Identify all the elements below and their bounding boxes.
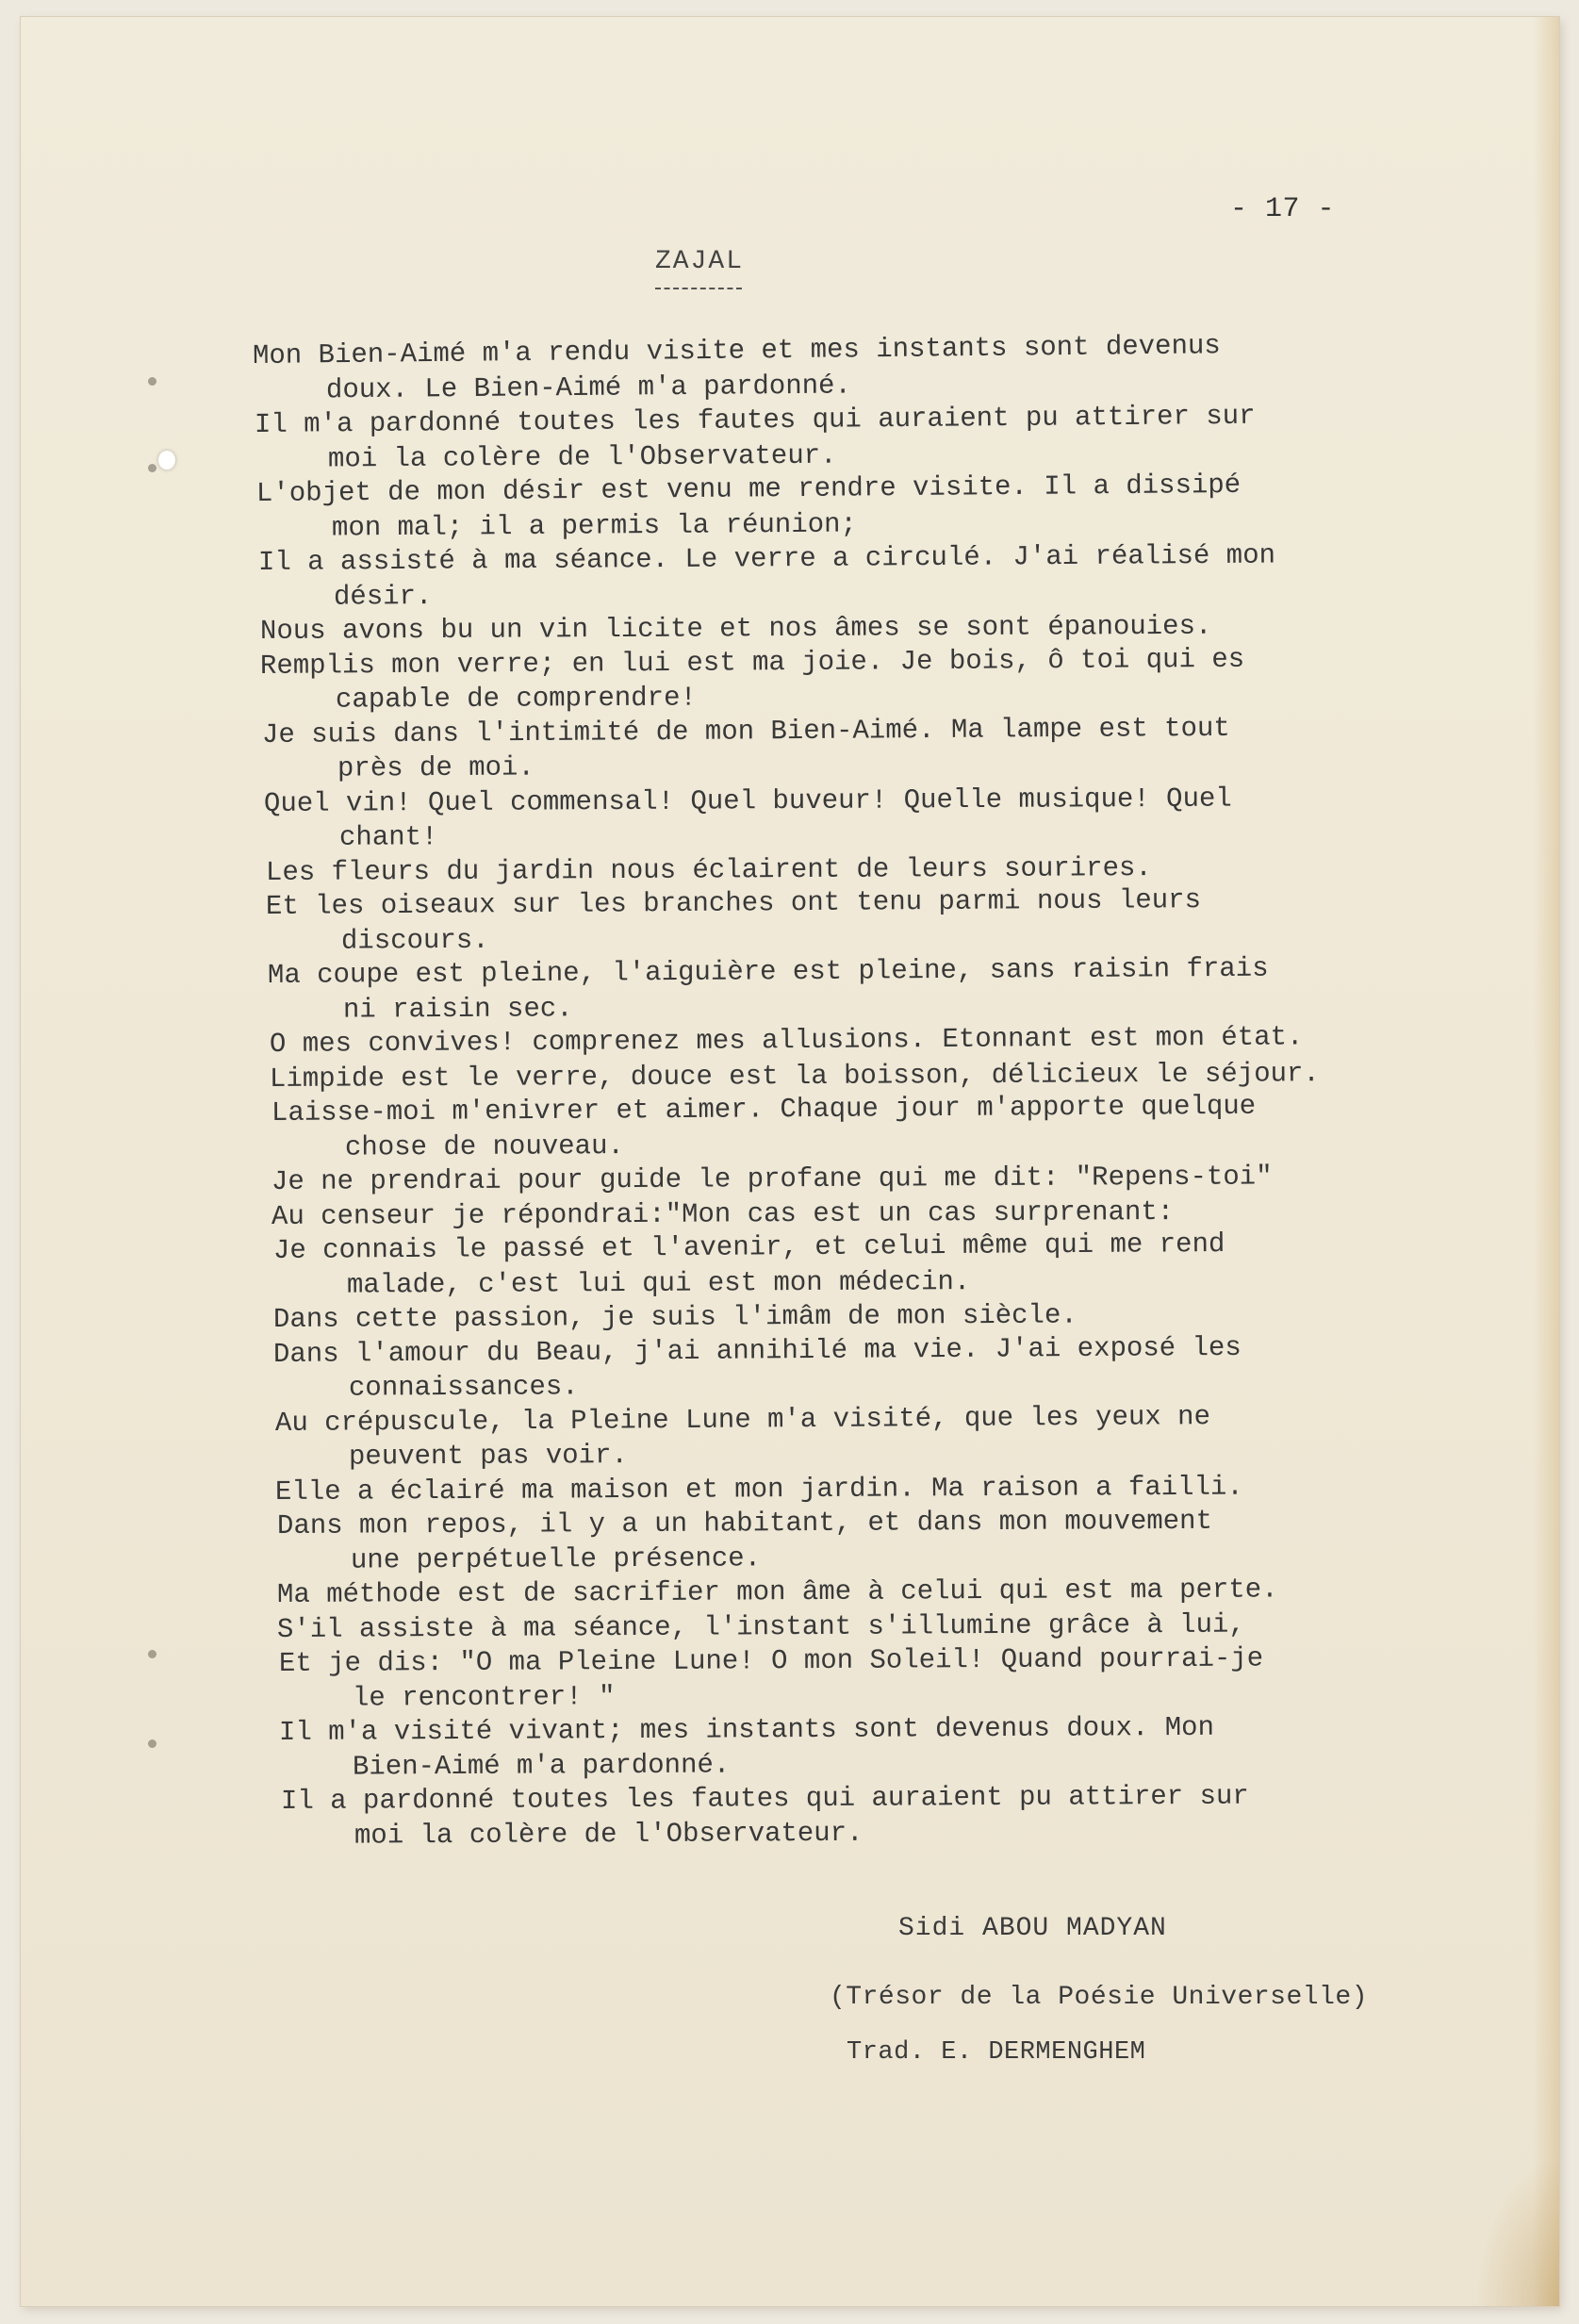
poem-line: désir. xyxy=(333,580,433,613)
poem-line: le rencontrer! " xyxy=(352,1680,616,1714)
poem-line: moi la colère de l'Observateur. xyxy=(354,1817,864,1852)
poem-line: ni raisin sec. xyxy=(342,992,573,1026)
poem-line: Il m'a pardonné toutes les fautes qui auraient pu attirer sur xyxy=(254,400,1256,440)
poem-line: doux. Le Bien-Aimé m'a pardonné. xyxy=(325,369,852,405)
poem-line: L'objet de mon désir est venu me rendre visite. Il a dissipé xyxy=(255,469,1242,509)
poem-line: Dans l'amour du Beau, j'ai annihilé ma vie. J'ai exposé les xyxy=(272,1331,1242,1370)
poem-line: chose de nouveau. xyxy=(344,1129,624,1163)
poem-line: Et je dis: "O ma Pleine Lune! O mon Soleil! Quand pourrai-je xyxy=(278,1642,1264,1679)
poem-line: S'il assiste à ma séance, l'instant s'illumine grâce à lui, xyxy=(276,1608,1245,1645)
paper-edge-stain xyxy=(1533,17,1559,2306)
poem-body xyxy=(252,330,1478,1854)
author-signature: Sidi ABOU MADYAN xyxy=(898,1914,1167,1943)
poem-line: Au crépuscule, la Pleine Lune m'a visité, que les yeux ne xyxy=(274,1400,1211,1439)
poem-line: discours. xyxy=(340,924,489,957)
poem-line: chant! xyxy=(338,821,438,853)
poem-line: Ma méthode est de sacrifier mon âme à celui qui est ma perte. xyxy=(276,1574,1278,1610)
poem-line: Il m'a visité vivant; mes instants sont devenus doux. Mon xyxy=(278,1711,1215,1748)
poem-line: Il a pardonné toutes les fautes qui auraient pu attirer sur xyxy=(280,1780,1249,1817)
punch-hole xyxy=(158,451,175,470)
poem-line: Remplis mon verre; en lui est ma joie. Je bois, ô toi qui es xyxy=(259,643,1245,682)
poem-line: malade, c'est lui qui est mon médecin. xyxy=(346,1265,971,1301)
translator-credit: Trad. E. DERMENGHEM xyxy=(847,2038,1146,2067)
poem-line: Mon Bien-Aimé m'a rendu visite et mes instants sont devenus xyxy=(252,330,1221,371)
punch-hole-mark xyxy=(148,1739,156,1748)
poem-line: Bien-Aimé m'a pardonné. xyxy=(352,1748,731,1783)
punch-hole-mark xyxy=(148,377,156,386)
poem-line: Je suis dans l'intimité de mon Bien-Aimé. Ma lampe est tout xyxy=(261,712,1230,750)
poem-line: Je connais le passé et l'avenir, et celui même qui me rend xyxy=(272,1228,1225,1266)
poem-line: Quel vin! Quel commensal! Quel buveur! Quelle musique! Quel xyxy=(263,783,1232,819)
poem-line: mon mal; il a permis la réunion; xyxy=(331,508,857,543)
poem-line: Dans cette passion, je suis l'imâm de mon siècle. xyxy=(272,1299,1077,1335)
source-citation: (Trésor de la Poésie Universelle) xyxy=(830,1983,1368,2012)
poem-line: près de moi. xyxy=(337,751,535,784)
poem-line: Dans mon repos, il y a un habitant, et dans mon mouvement xyxy=(276,1505,1213,1541)
poem-line: Et les oiseaux sur les branches ont tenu parmi nous leurs xyxy=(265,884,1202,922)
poem-line: peuvent pas voir. xyxy=(348,1440,628,1473)
poem-line: Limpide est le verre, douce est la boisson, délicieux le séjour. xyxy=(269,1057,1320,1095)
punch-hole-mark xyxy=(148,464,156,472)
poem-line: une perpétuelle présence. xyxy=(350,1541,762,1576)
poem-line: connaissances. xyxy=(348,1371,579,1404)
poem-line: Il a assisté à ma séance. Le verre a circulé. J'ai réalisé mon xyxy=(257,539,1276,578)
page-title: ZAJAL xyxy=(655,247,745,276)
poem-line: Nous avons bu un vin licite et nos âmes se sont épanouies. xyxy=(259,610,1212,647)
title-underline xyxy=(655,288,742,289)
page-number: - 17 - xyxy=(1230,193,1336,225)
poem-line: Ma coupe est pleine, l'aiguière est pleine, sans raisin frais xyxy=(267,952,1269,991)
poem-line: moi la colère de l'Observateur. xyxy=(327,439,837,474)
poem-line: O mes convives! comprenez mes allusions. Etonnant est mon état. xyxy=(269,1021,1304,1060)
poem-line: Les fleurs du jardin nous éclairent de leurs sourires. xyxy=(265,851,1152,888)
poem-line: Au censeur je répondrai:"Mon cas est un cas surprenant: xyxy=(271,1195,1175,1232)
paper-corner-stain xyxy=(1474,2155,1559,2306)
poem-line: Laisse-moi m'enivrer et aimer. Chaque jour m'apporte quelque xyxy=(271,1090,1257,1129)
poem-line: capable de comprendre! xyxy=(335,682,697,716)
poem-line: Je ne prendrai pour guide le profane qui me dit: "Repens-toi" xyxy=(271,1161,1273,1197)
poem-line: Elle a éclairé ma maison et mon jardin. Ma raison a failli. xyxy=(274,1471,1243,1508)
punch-hole-mark xyxy=(148,1650,156,1658)
